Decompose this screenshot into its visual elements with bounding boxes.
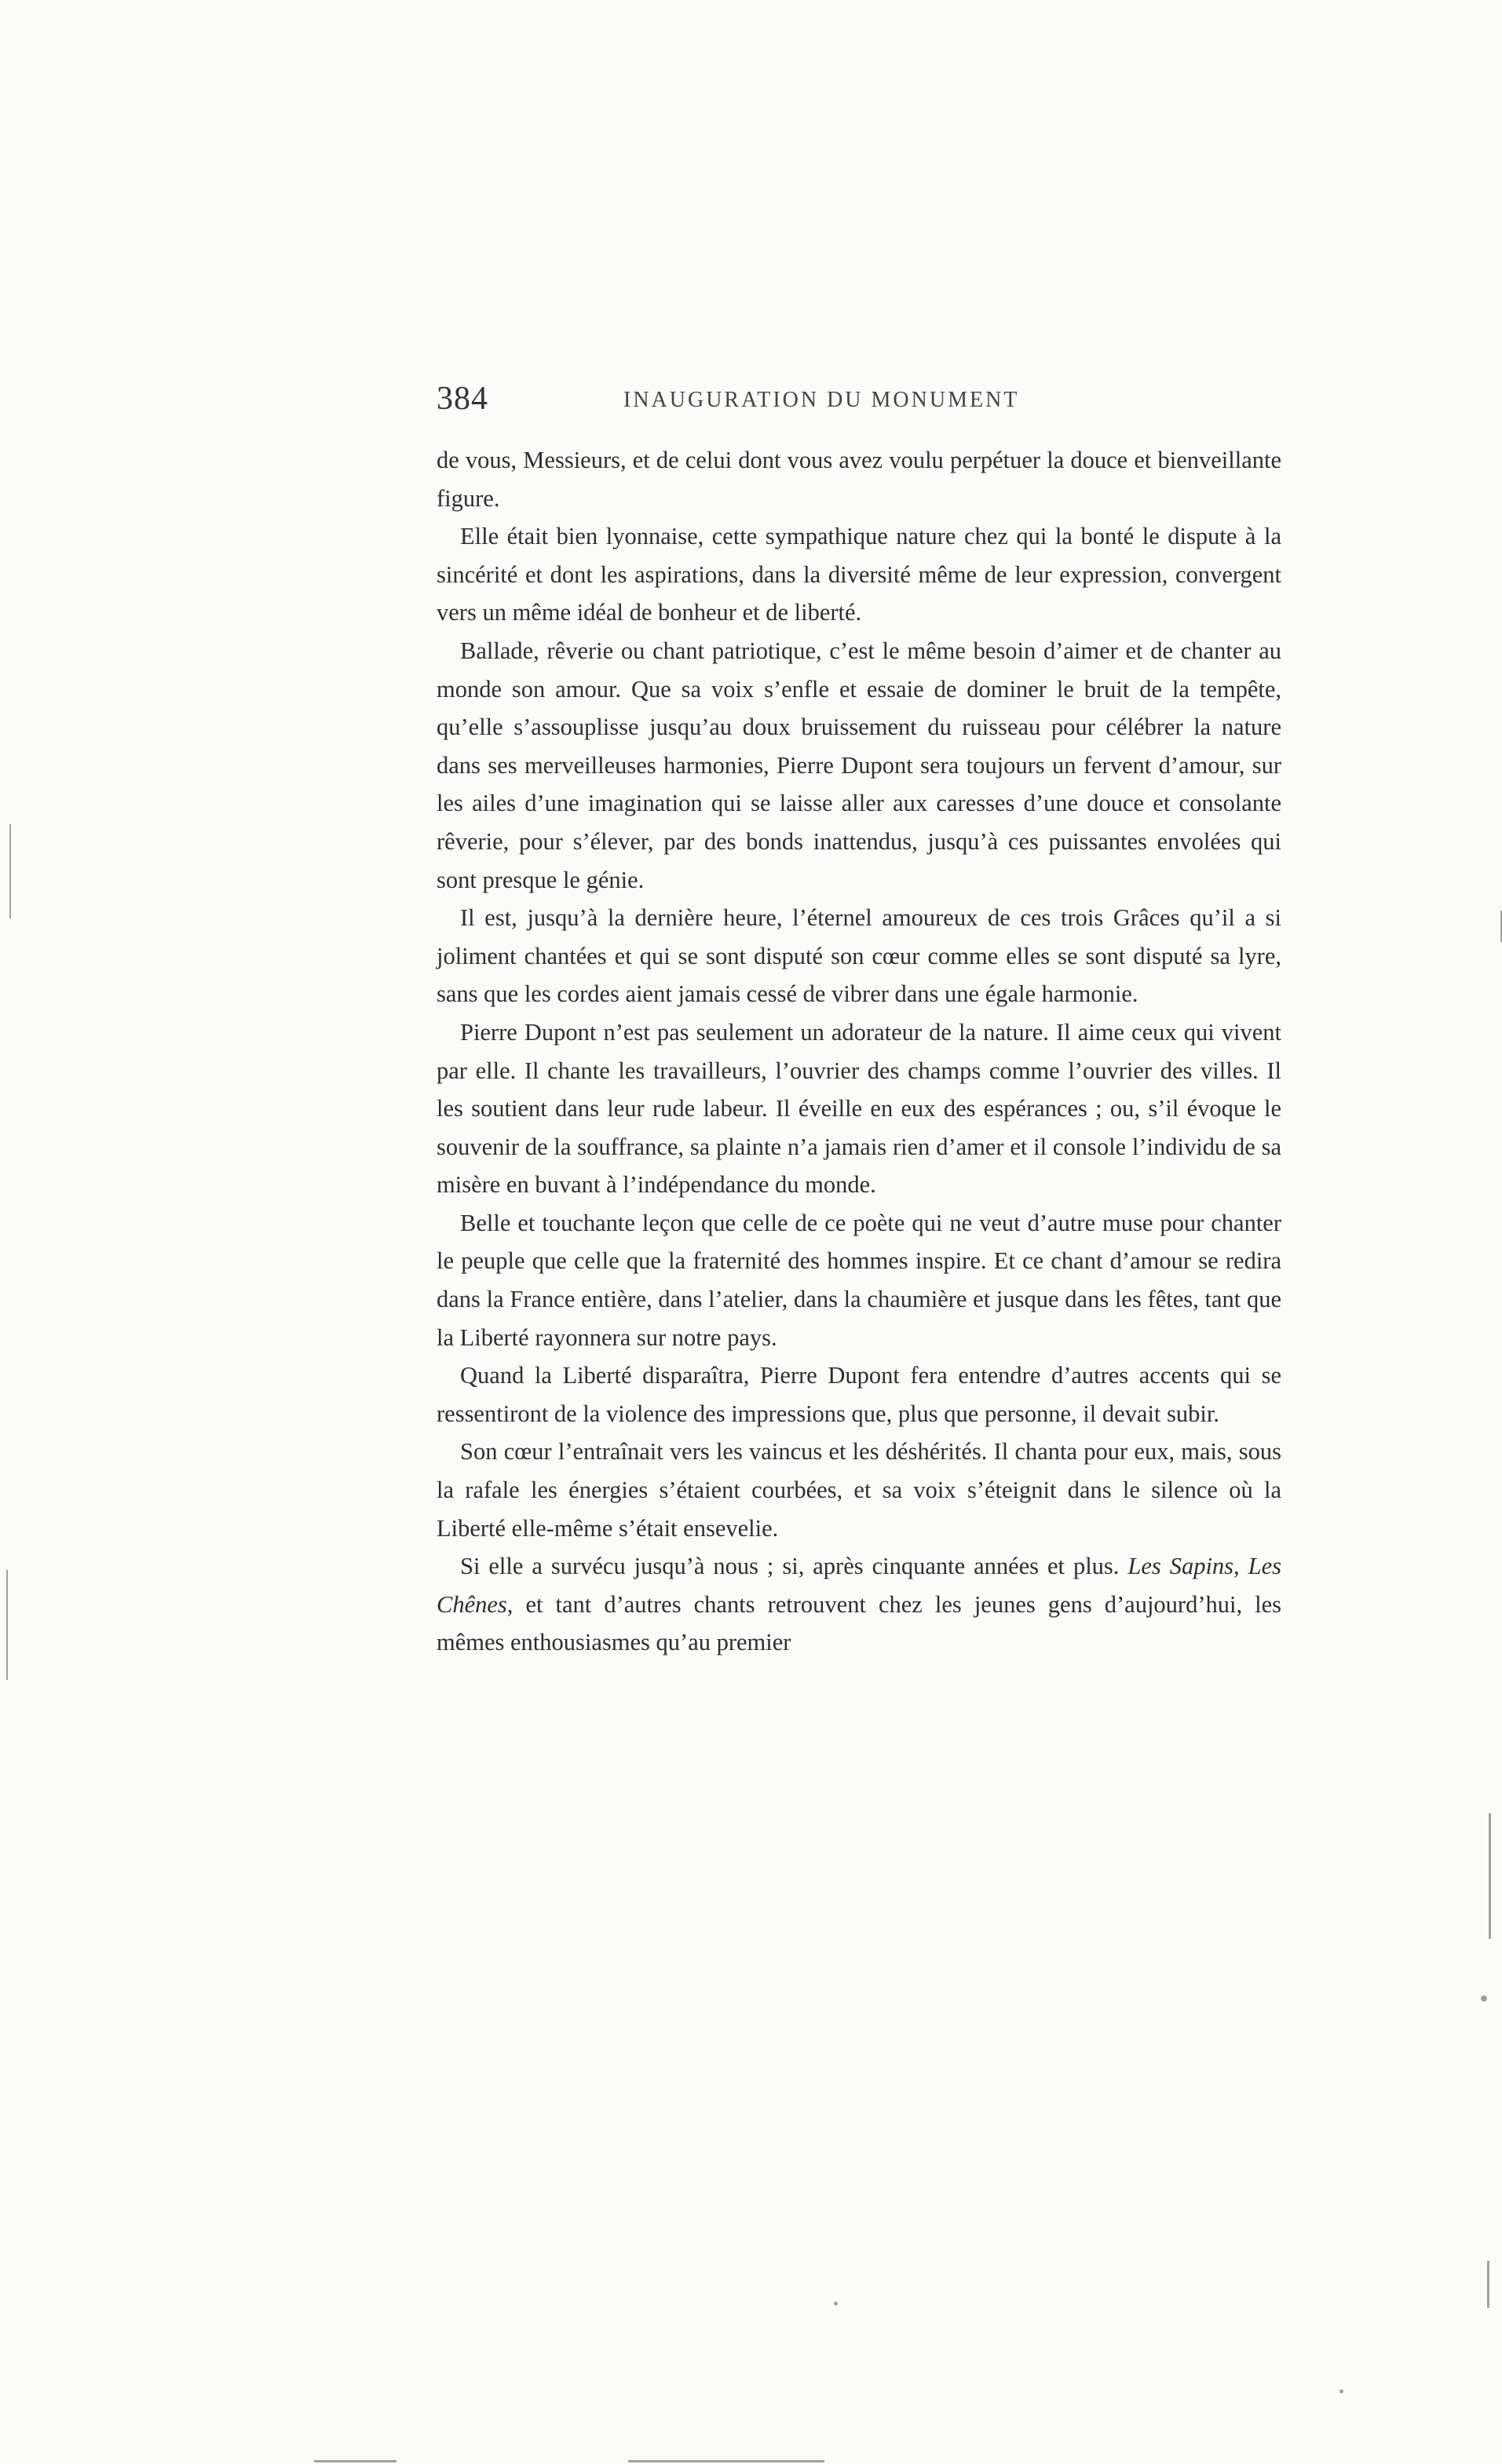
page-number: 384 — [437, 381, 488, 417]
scan-mark-left-1 — [9, 824, 11, 918]
bottom-scan-rule-2 — [628, 2460, 824, 2462]
paragraph-1: de vous, Messieurs, et de celui dont vous avez voulu perpétuer la douce et bienveillante figure. — [437, 447, 1281, 512]
paragraph-2: Elle était bien lyonnaise, cette sympathique nature chez qui la bonté le dispute à la sincérité et dont les aspirations, dans la diversité même de leur expression, convergent vers un même idéal de bonheur et de liberté. — [437, 523, 1281, 626]
bottom-scan-rule-1 — [314, 2460, 397, 2462]
scan-dot-3 — [1339, 2389, 1343, 2393]
paragraph-4: Il est, jusqu’à la dernière heure, l’éternel amoureux de ces trois Grâces qu’il a si joliment chantées et qui se sont disputé son cœur comme elles se sont disputé sa lyre, sans que les cordes aient jamais cessé de vibrer dans une égale harmonie. — [437, 904, 1281, 1008]
paragraph-8: Son cœur l’entraînait vers les vaincus et les déshérités. Il chanta pour eux, mais, sous la rafale les énergies s’étaient courbées, et sa voix s’éteignit dans le silence où la Liberté elle-même s’était ensevelie. — [437, 1438, 1281, 1542]
paragraph-6: Belle et touchante leçon que celle de ce poète qui ne veut d’autre muse pour chanter le peuple que celle que la fraternité des hommes inspire. Et ce chant d’amour se redira dans la France entière, dans l’atelier, dans la chaumière et jusque dans les fêtes, tant que la Liberté rayonnera sur notre pays. — [437, 1209, 1281, 1351]
scan-dot-2 — [834, 2302, 838, 2305]
scan-mark-right-3 — [1487, 2261, 1489, 2308]
scan-mark-left-2 — [6, 1570, 8, 1680]
page-header — [437, 377, 1281, 424]
paragraph-7: Quand la Liberté disparaîtra, Pierre Dupont fera entendre d’autres accents qui se ressentiront de la violence des impressions que, plus que personne, il devait subir. — [437, 1362, 1281, 1427]
scan-dot-1 — [1481, 1995, 1487, 2002]
title-les-chenes: Les Chênes, — [437, 1553, 1282, 1618]
paragraph-9 — [437, 1547, 1281, 1662]
paragraph-9-start: Si elle a survécu jusqu’à nous ; si, après cinquante années et plus. — [460, 1553, 1120, 1580]
paragraph-5: Pierre Dupont n’est pas seulement un adorateur de la nature. Il aime ceux qui vivent par elle. Il chante les travailleurs, l’ouvrier des champs comme l’ouvrier des villes. Il les soutient dans leur rude labeur. Il éveille en eux des espérances ; ou, s’il évoque le souvenir de la souffrance, sa plainte n’a jamais rien d’amer et il console l’individu de sa misère en buvant à l’indépendance du monde. — [437, 1018, 1281, 1199]
scan-mark-right-2 — [1489, 1813, 1491, 1939]
title-les-sapins: Les Sapins, — [1127, 1553, 1240, 1580]
running-title: INAUGURATION DU MONUMENT — [623, 388, 1020, 412]
body-text — [437, 441, 1281, 1662]
paragraph-3: Ballade, rêverie ou chant patriotique, c’est le même besoin d’aimer et de chanter au monde son amour. Que sa voix s’enfle et essaie de dominer le bruit de la tempête, qu’elle s’assouplisse jusqu’au doux bruissement du ruisseau pour célébrer la nature dans ses merveilleuses harmonies, Pierre Dupont sera toujours un fervent d’amour, sur les ailes d’une imagination qui se laisse aller aux caresses d’une douce et consolante rêverie, pour s’élever, par des bonds inattendus, jusqu’à ces puissantes envolées qui sont presque le génie. — [437, 637, 1281, 893]
paragraph-9-end: et tant d’autres chants retrouvent chez les jeunes gens d’aujourd’hui, les mêmes enthousiasmes qu’au premier — [437, 1590, 1282, 1656]
